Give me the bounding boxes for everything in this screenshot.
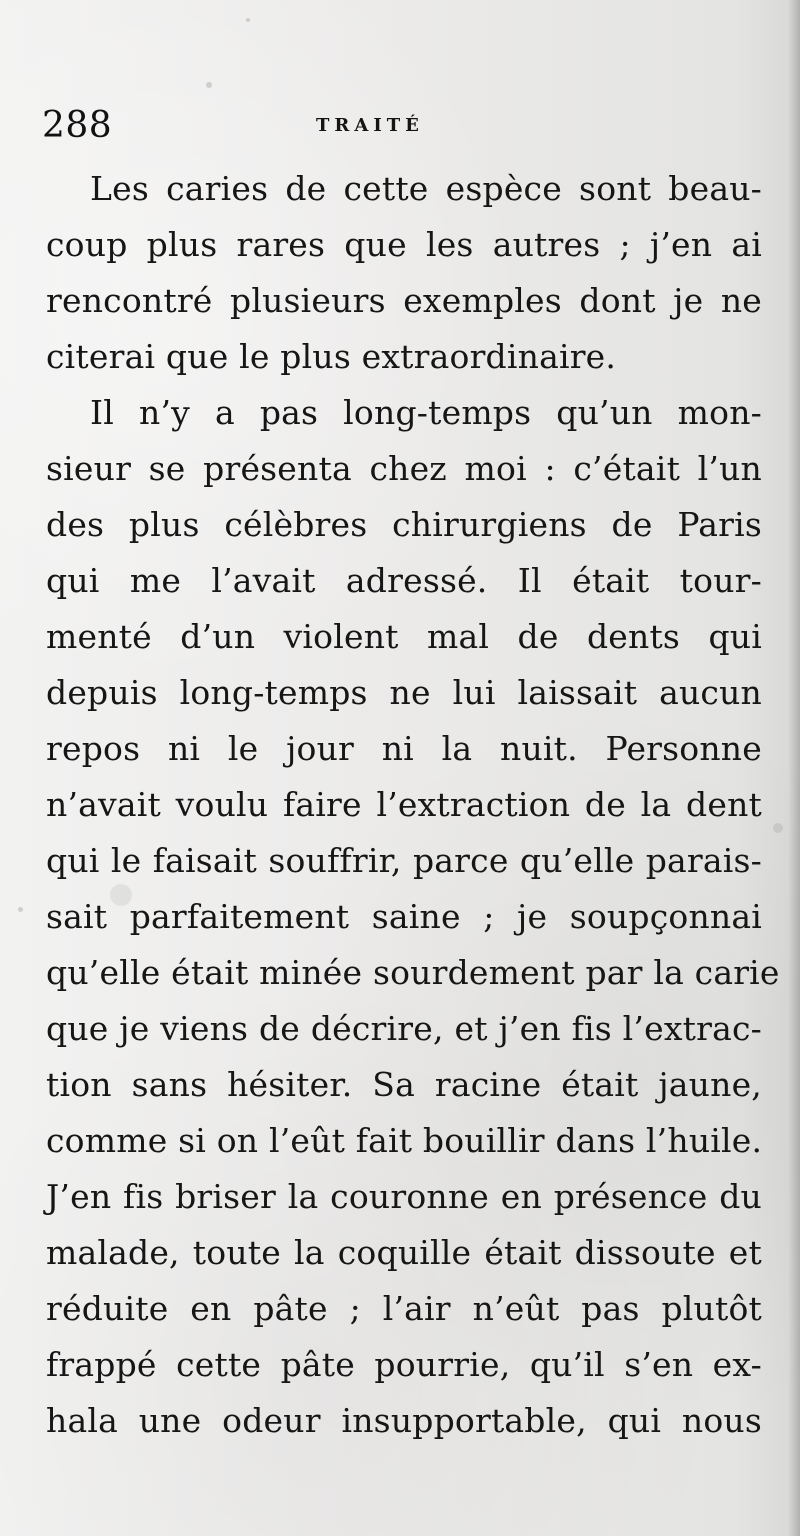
text-line-3: rencontré plusieurs exemples dont je ne [46, 281, 762, 320]
page-edge-shadow [788, 0, 800, 1536]
text-line-16: que je viens de décrire, et j’en fis l’extrac- [46, 1009, 762, 1048]
text-line-23: hala une odeur insupportable, qui nous [46, 1401, 762, 1440]
text-line-15: qu’elle était minée sourdement par la carie [46, 953, 780, 992]
text-line-7: des plus célèbres chirurgiens de Paris [46, 505, 762, 544]
page-header [42, 104, 762, 148]
text-line-9: menté d’un violent mal de dents qui [46, 617, 762, 656]
text-line-4: citerai que le plus extraordinaire. [46, 337, 617, 376]
paper-speck [18, 907, 23, 912]
text-line-20: malade, toute la coquille était dissoute et [46, 1233, 762, 1272]
text-line-11: repos ni le jour ni la nuit. Personne [46, 729, 762, 768]
paper-speck [206, 82, 212, 88]
text-line-5: Il n’y a pas long-temps qu’un mon- [90, 393, 762, 432]
paper-speck [773, 823, 783, 833]
text-line-21: réduite en pâte ; l’air n’eût pas plutôt [46, 1289, 762, 1328]
text-line-18: comme si on l’eût fait bouillir dans l’huile. [46, 1121, 763, 1160]
text-line-17: tion sans hésiter. Sa racine était jaune, [46, 1065, 762, 1104]
main-text [46, 168, 780, 1458]
text-line-6: sieur se présenta chez moi : c’était l’un [46, 449, 762, 488]
text-line-12: n’avait voulu faire l’extraction de la dent [46, 785, 762, 824]
page-number: 288 [42, 105, 113, 146]
text-line-14: sait parfaitement saine ; je soupçonnai [46, 897, 762, 936]
text-line-2: coup plus rares que les autres ; j’en ai [46, 225, 762, 264]
text-line-13: qui le faisait souffrir, parce qu’elle parais- [46, 841, 762, 880]
text-line-1: Les caries de cette espèce sont beau- [90, 169, 762, 208]
text-line-22: frappé cette pâte pourrie, qu’il s’en ex- [46, 1345, 762, 1384]
paper-speck [110, 884, 132, 906]
text-line-8: qui me l’avait adressé. Il était tour- [46, 561, 762, 600]
text-line-10: depuis long-temps ne lui laissait aucun [46, 673, 762, 712]
paper-speck [246, 18, 250, 22]
text-line-19: J’en fis briser la couronne en présence du [46, 1177, 762, 1216]
running-head: TRAITÉ [316, 115, 424, 136]
